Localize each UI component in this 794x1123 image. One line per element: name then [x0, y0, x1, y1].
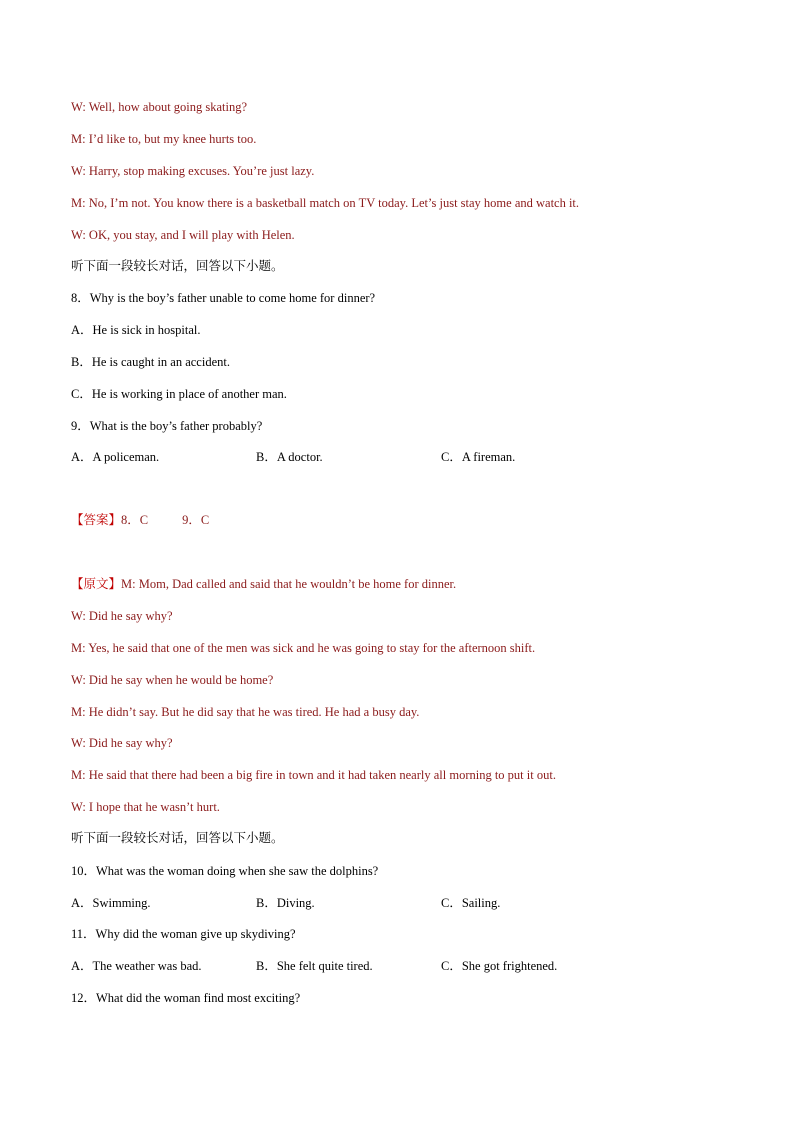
dialogue-line: W: Well, how about going skating? [71, 100, 248, 114]
question-11: 11．Why did the woman give up skydiving? [71, 927, 296, 941]
q8-option-b: B．He is caught in an accident. [71, 355, 230, 369]
transcript-line: M: He said that there had been a big fire in town and it had taken nearly all morning to put it out. [71, 768, 556, 782]
transcript-line: W: Did he say when he would be home? [71, 673, 274, 687]
transcript-line: W: I hope that he wasn’t hurt. [71, 800, 220, 814]
transcript-line: M: Yes, he said that one of the men was sick and he was going to stay for the afternoon shift. [71, 641, 536, 655]
q10-option-b: B．Diving. [256, 896, 315, 910]
transcript-label: 【原文】 [71, 577, 122, 591]
q8-option-a: A．He is sick in hospital. [71, 323, 201, 337]
answer-line [71, 512, 209, 528]
q11-option-a: A．The weather was bad. [71, 959, 202, 973]
q9-option-c: C．A fireman. [441, 450, 516, 464]
transcript-first-line [71, 576, 456, 592]
q11-option-c: C．She got frightened. [441, 959, 558, 973]
transcript-line: W: Did he say why? [71, 736, 173, 750]
transcript-line: W: Did he say why? [71, 609, 173, 623]
answer-9: 9．C [182, 513, 210, 527]
dialogue-line: M: I’d like to, but my knee hurts too. [71, 132, 257, 146]
instruction-text: 听下面一段较长对话，回答以下小题。 [71, 831, 284, 845]
transcript-line: M: He didn’t say. But he did say that he was tired. He had a busy day. [71, 705, 420, 719]
dialogue-line: W: Harry, stop making excuses. You’re just lazy. [71, 164, 315, 178]
q8-option-c: C．He is working in place of another man. [71, 387, 287, 401]
question-10: 10．What was the woman doing when she saw the dolphins? [71, 864, 379, 878]
q10-option-a: A．Swimming. [71, 896, 151, 910]
answer-8: 8．C [121, 513, 149, 527]
question-8: 8．Why is the boy’s father unable to come home for dinner? [71, 291, 376, 305]
q11-option-b: B．She felt quite tired. [256, 959, 373, 973]
q9-option-a: A．A policeman. [71, 450, 160, 464]
question-9: 9．What is the boy’s father probably? [71, 419, 263, 433]
question-12: 12．What did the woman find most exciting? [71, 991, 301, 1005]
answer-label: 【答案】 [71, 513, 122, 527]
q9-option-b: B．A doctor. [256, 450, 323, 464]
instruction-text: 听下面一段较长对话，回答以下小题。 [71, 259, 284, 273]
q10-option-c: C．Sailing. [441, 896, 501, 910]
dialogue-line: M: No, I’m not. You know there is a basketball match on TV today. Let’s just stay home and watch it. [71, 196, 580, 210]
transcript-line: M: Mom, Dad called and said that he wouldn’t be home for dinner. [121, 577, 457, 591]
dialogue-line: W: OK, you stay, and I will play with Helen. [71, 228, 295, 242]
